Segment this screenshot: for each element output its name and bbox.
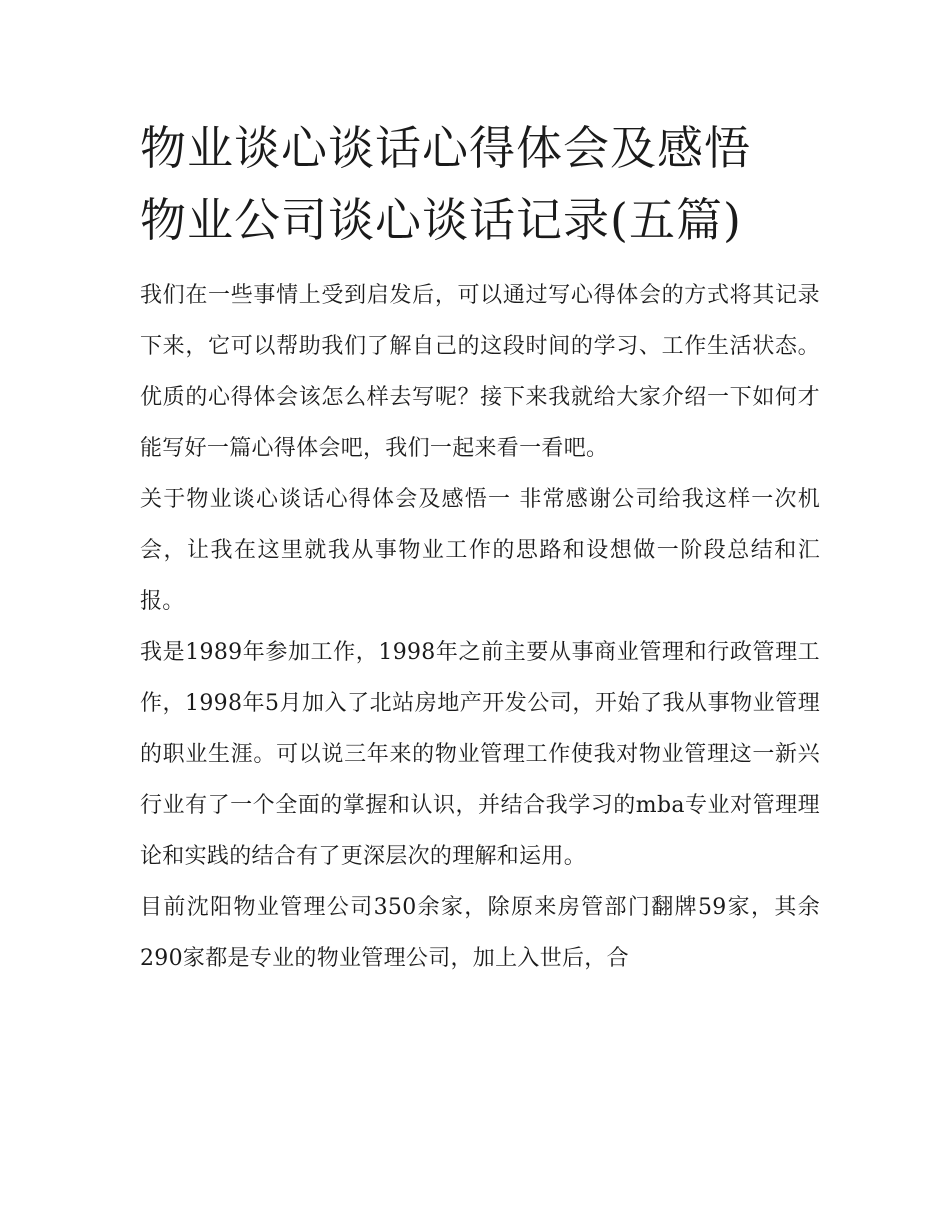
section-one-paragraph: 关于物业谈心谈话心得体会及感悟一 非常感谢公司给我这样一次机会，让我在这里就我从事物业工作的思路和设想做一阶段总结和汇报。: [140, 487, 820, 614]
intro-paragraph: 我们在一些事情上受到启发后，可以通过写心得体会的方式将其记录下来，它可以帮助我们了解自己的这段时间的学习、工作生活状态。优质的心得体会该怎么样去写呢？接下来我就给大家介绍一下如何才能写好一篇心得体会吧，我们一起来看一看吧。: [140, 283, 820, 461]
document-title: [140, 112, 820, 256]
title-line-2: 物业公司谈心谈话记录(五篇): [140, 193, 742, 247]
industry-paragraph: 目前沈阳物业管理公司350余家，除原来房管部门翻牌59家，其余290家都是专业的物业管理公司，加上入世后，合: [140, 895, 820, 971]
document-body: [140, 270, 820, 984]
career-paragraph: 我是1989年参加工作，1998年之前主要从事商业管理和行政管理工作，1998年5月加入了北站房地产开发公司，开始了我从事物业管理的职业生涯。可以说三年来的物业管理工作使我对物业管理这一新兴行业有了一个全面的掌握和认识，并结合我学习的mba专业对管理理论和实践的结合有了更深层次的理解和运用。: [140, 640, 820, 869]
title-line-1: 物业谈心谈话心得体会及感悟: [140, 121, 751, 175]
document-page: [140, 112, 820, 984]
